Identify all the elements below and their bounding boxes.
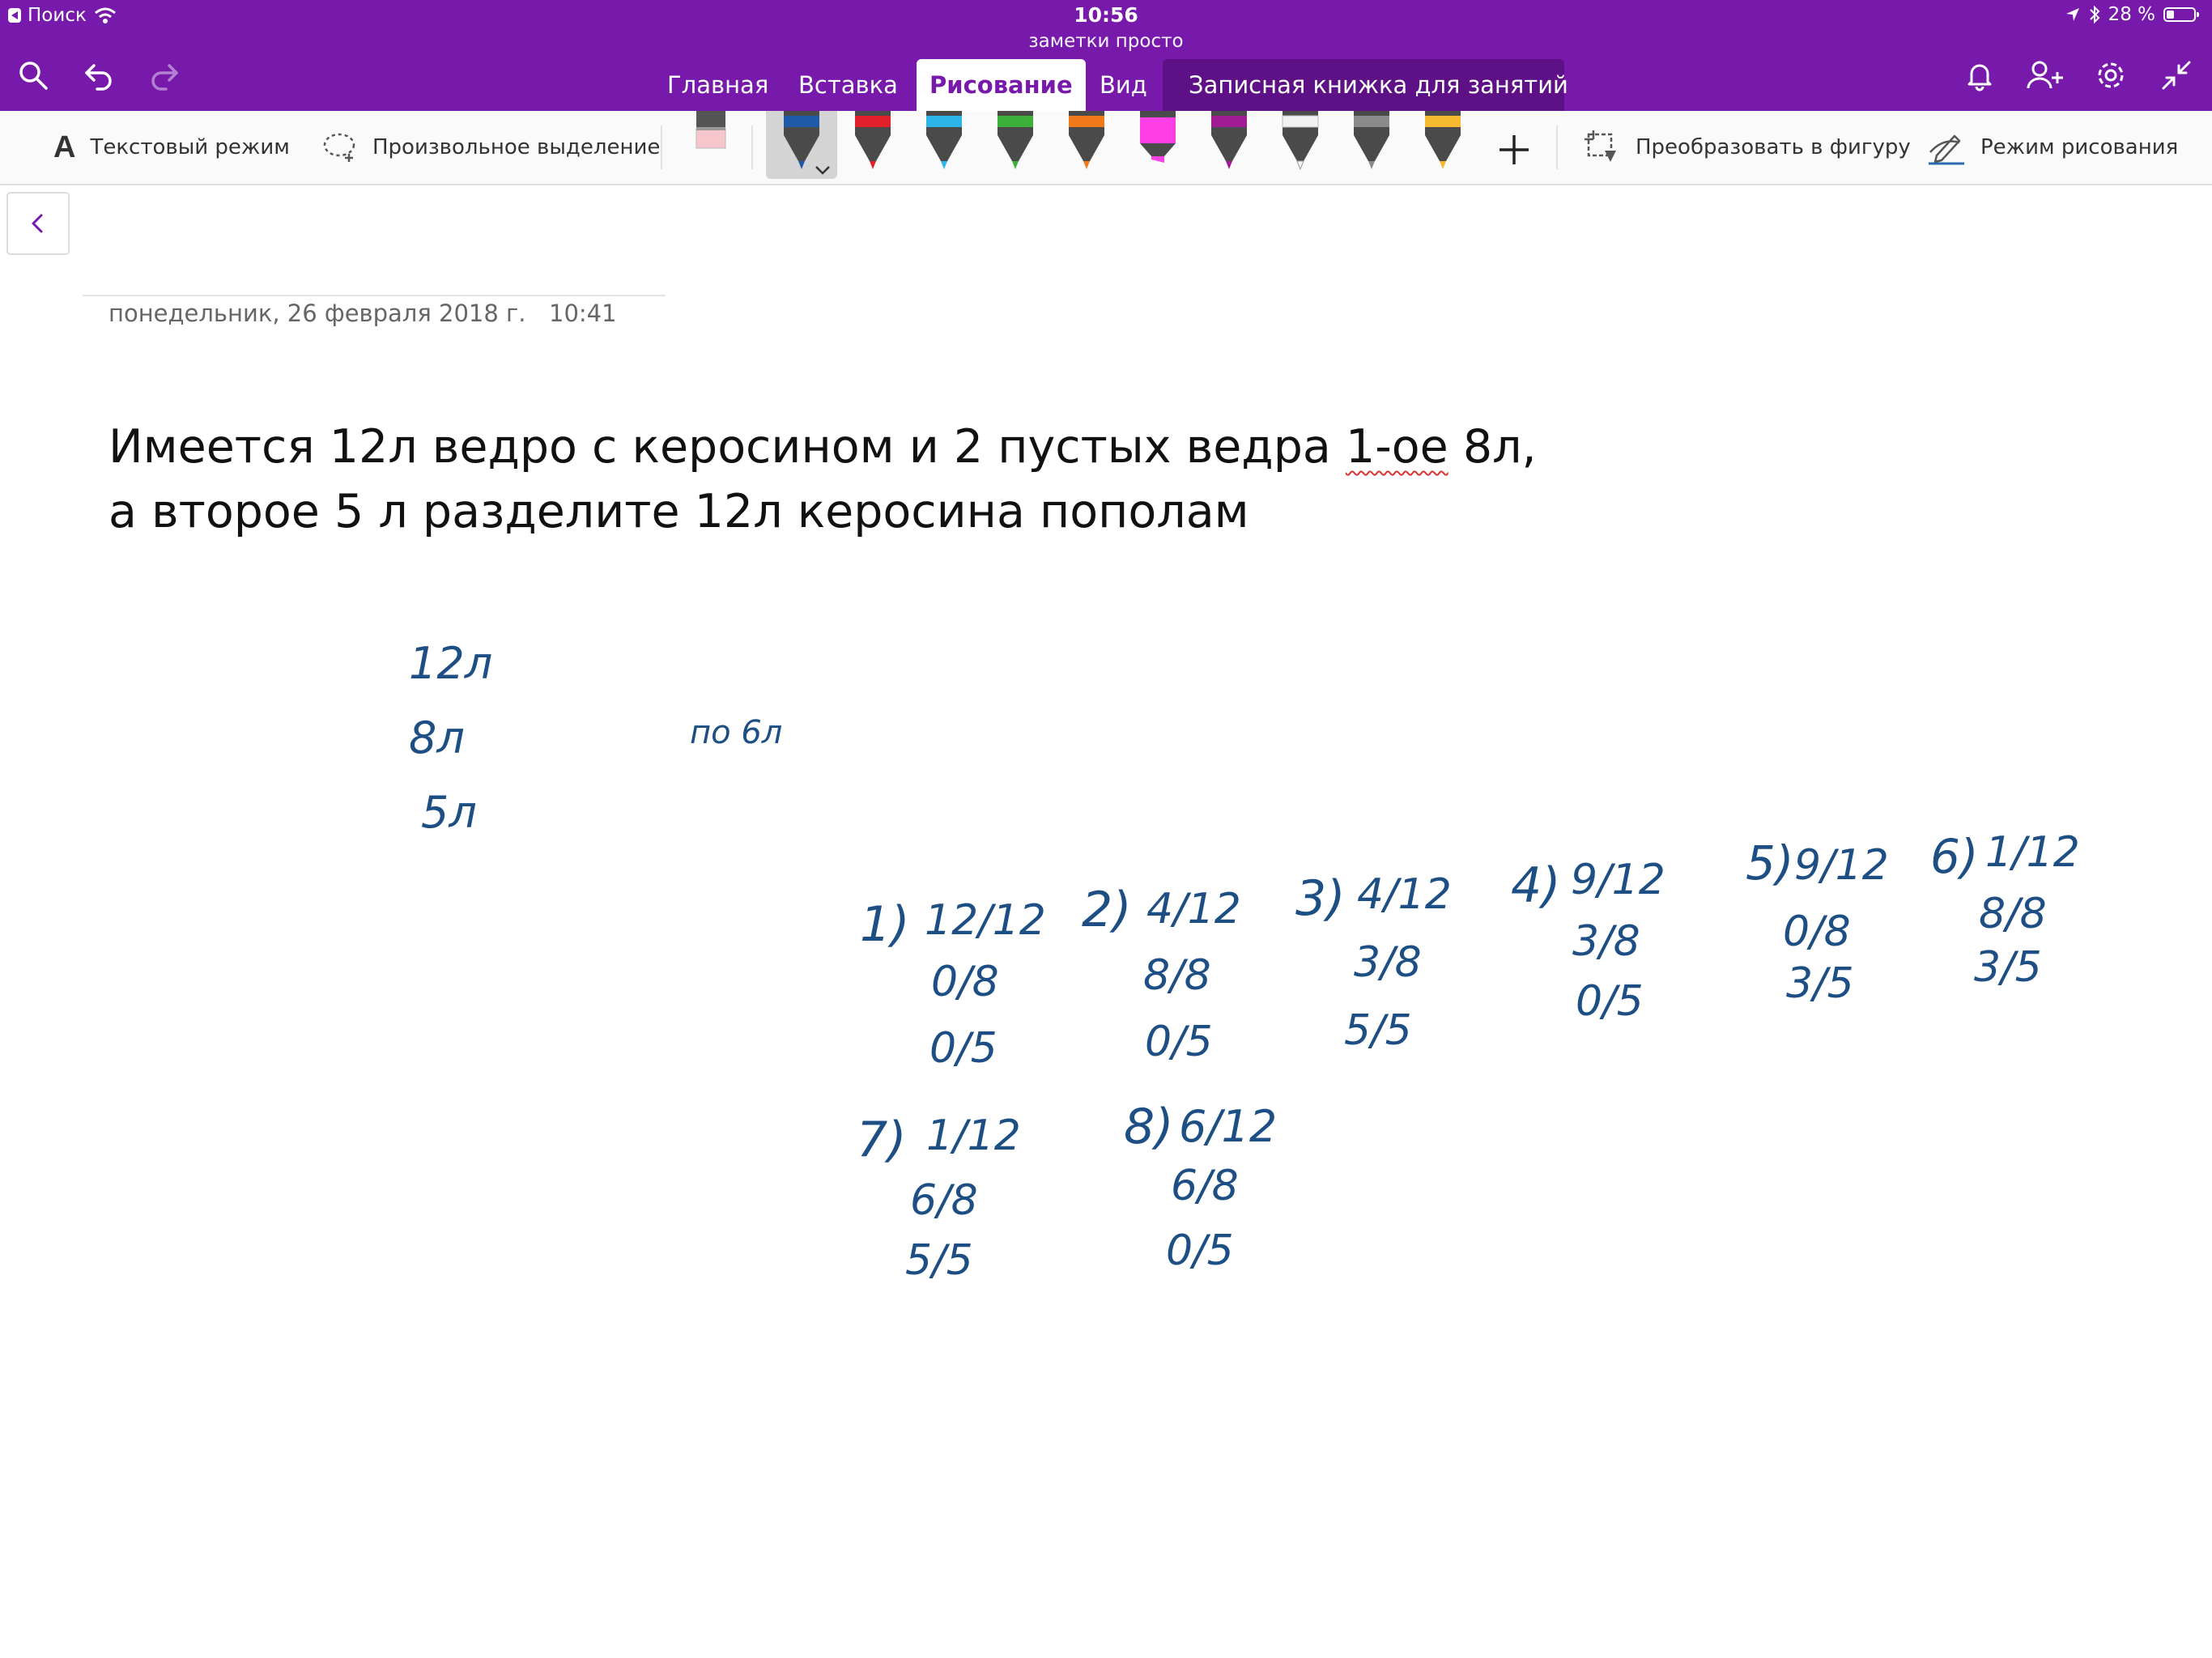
tab-home[interactable]: Главная [667, 71, 769, 99]
ink-step-label: 4) [1511, 857, 1561, 914]
ink-step-value: 9/12 [1571, 856, 1665, 904]
ink-step-label: 3) [1295, 870, 1346, 927]
ink-step-value: 3/5 [1786, 959, 1854, 1008]
ink-step-5 [1746, 835, 1889, 1008]
text-mode-icon: A [53, 130, 76, 164]
battery-percent: 28 % [2108, 4, 2155, 25]
notebook-title: заметки просто [1028, 31, 1184, 52]
ink-step-value: 3/8 [1572, 917, 1640, 966]
ink-step-label: 1) [860, 896, 910, 953]
ink-step-value: 0/8 [931, 958, 999, 1006]
ink-step-1 [860, 896, 1046, 1073]
ink-step-label: 2) [1082, 882, 1132, 938]
tab-class-notebook[interactable]: Записная книжка для занятий [1163, 59, 1564, 111]
draw-mode-label: Режим рисования [1980, 135, 2179, 159]
lasso-select-label: Произвольное выделение [372, 135, 661, 159]
ink-step-value: 8/8 [1979, 890, 2047, 938]
ink-step-label: 8) [1124, 1099, 1174, 1155]
page-time: 10:41 [549, 300, 617, 327]
ink-step-6 [1930, 828, 2080, 992]
ink-step-value: 0/5 [1576, 977, 1644, 1026]
page-date: понедельник, 26 февраля 2018 г. [108, 300, 526, 327]
ink-step-value: 0/5 [929, 1024, 998, 1073]
spellcheck-flagged-word: 1-ое [1345, 420, 1448, 474]
ink-bucket-12: 12л [409, 638, 493, 689]
ink-step-value: 9/12 [1794, 841, 1889, 890]
ink-step-value: 0/5 [1145, 1018, 1213, 1066]
ink-step-value: 3/8 [1354, 938, 1422, 987]
ink-step-value: 5/5 [1344, 1006, 1412, 1055]
ink-step-2 [1082, 882, 1241, 1066]
ink-step-4 [1511, 856, 1665, 1026]
ink-step-value: 0/8 [1783, 908, 1851, 956]
status-time: 10:56 [1074, 3, 1138, 27]
ink-step-value: 0/5 [1166, 1226, 1234, 1275]
status-back-label: Поиск [28, 5, 87, 26]
ink-step-value: 3/5 [1974, 943, 2042, 992]
text-mode-label: Текстовый режим [90, 135, 290, 159]
problem-text-part-1: Имеется 12л ведро с керосином и 2 пустых ведра [108, 420, 1346, 474]
tab-view[interactable]: Вид [1100, 71, 1147, 99]
ink-step-value: 6/12 [1179, 1101, 1278, 1152]
ink-step-label: 6) [1930, 829, 1979, 884]
ink-step-value: 4/12 [1146, 885, 1241, 933]
ink-step-value: 1/12 [1985, 828, 2080, 877]
ink-bucket-8: 8л [409, 712, 465, 763]
ink-step-label: 5) [1746, 835, 1794, 891]
ink-goal: по 6л [690, 714, 783, 751]
ink-step-value: 8/8 [1143, 951, 1211, 1000]
ink-step-label: 7) [857, 1112, 907, 1168]
tab-draw[interactable]: Рисование [917, 59, 1086, 111]
ink-step-3 [1295, 870, 1452, 1055]
tab-insert[interactable]: Вставка [798, 71, 898, 99]
ink-step-8 [1124, 1099, 1277, 1275]
convert-to-shapes-label: Преобразовать в фигуру [1636, 135, 1911, 159]
ink-step-value: 6/8 [1171, 1162, 1239, 1210]
problem-text-part-2: 8л, а второе 5 л разделите 12л керосина пополам [108, 420, 1537, 538]
ink-step-value: 12/12 [925, 896, 1046, 945]
ink-step-value: 1/12 [926, 1112, 1021, 1160]
ink-bucket-5: 5л [421, 787, 477, 838]
ink-step-value: 5/5 [905, 1236, 973, 1285]
ink-step-value: 6/8 [910, 1176, 978, 1225]
ink-step-7 [857, 1112, 1021, 1285]
ink-step-value: 4/12 [1357, 870, 1452, 919]
